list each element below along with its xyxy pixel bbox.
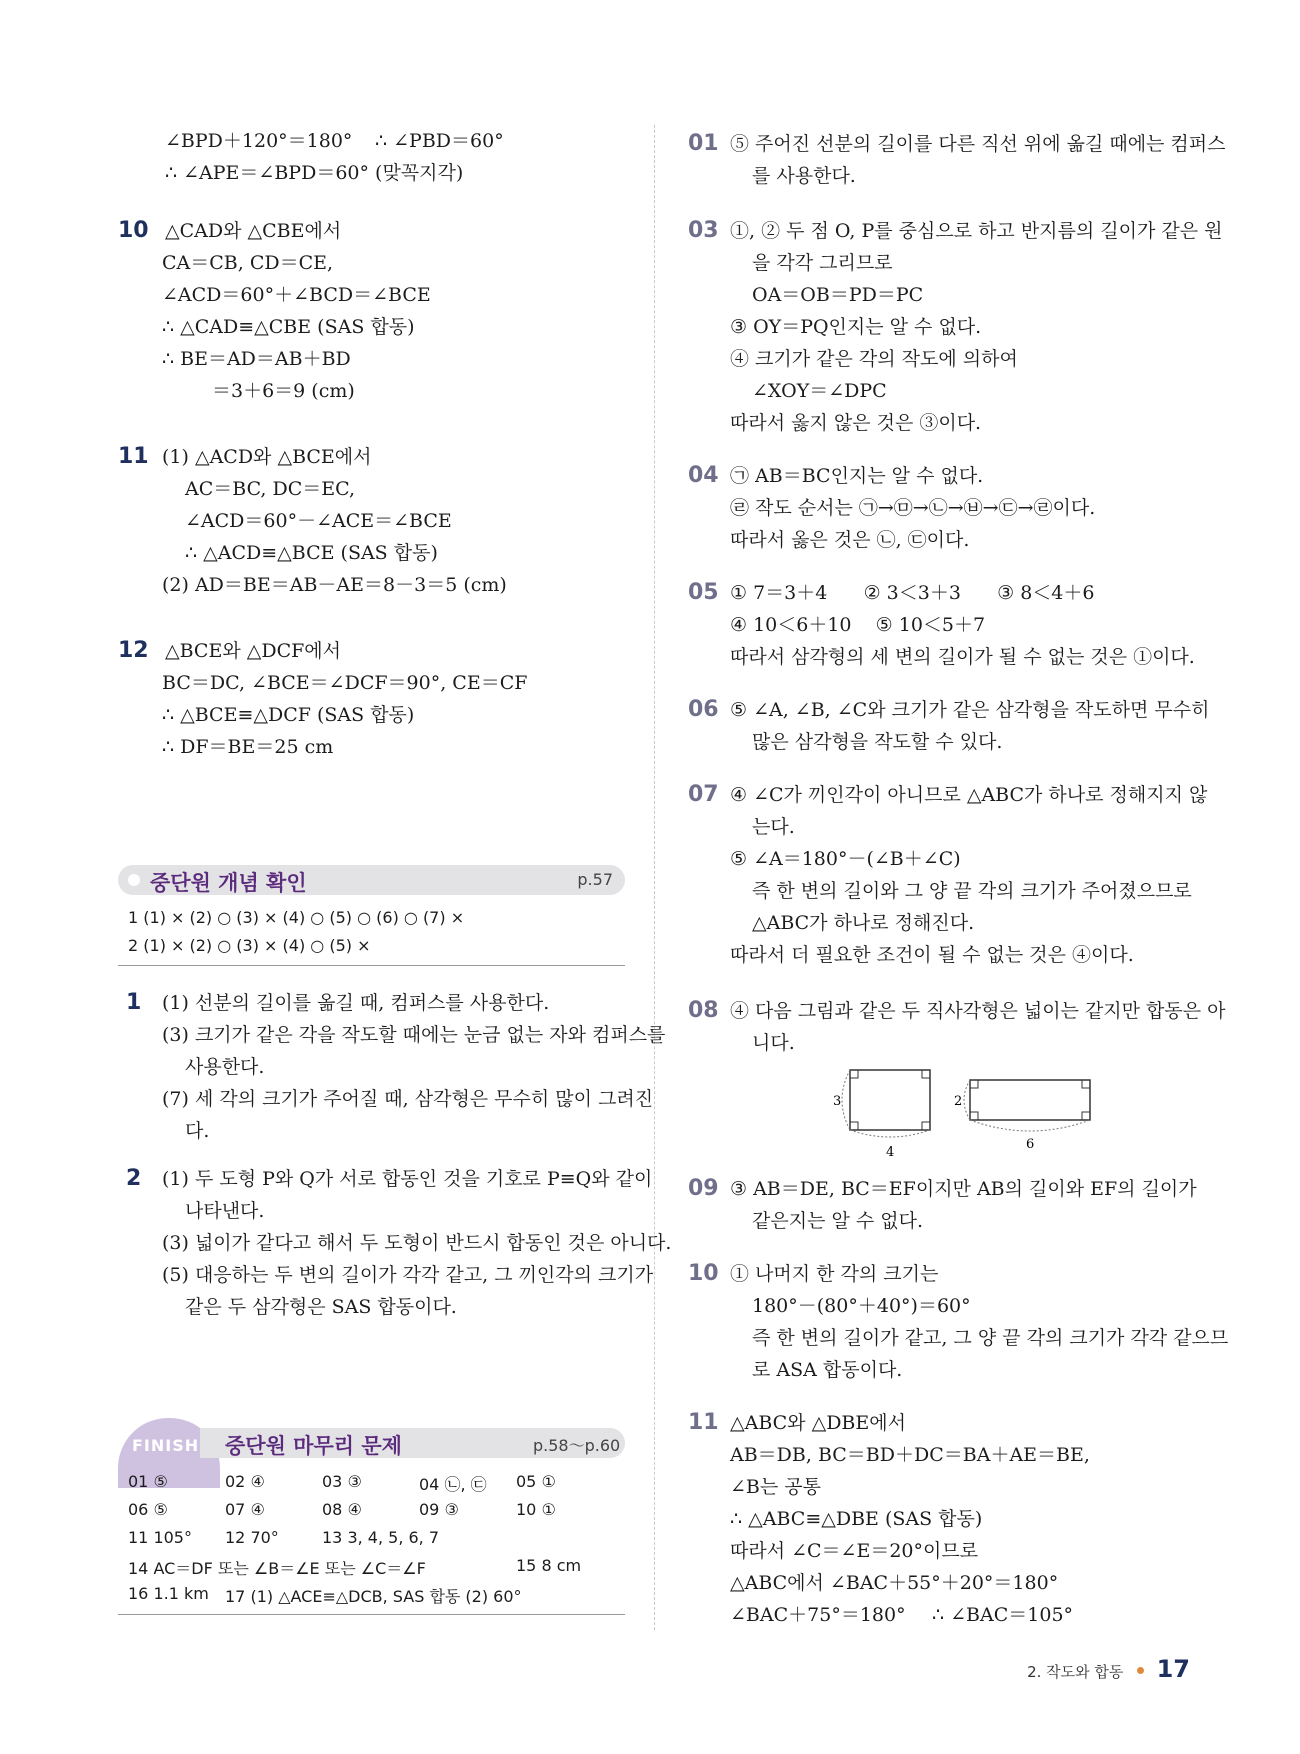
problem-number: 08 <box>688 998 719 1023</box>
solution-line: 는다. <box>752 816 795 838</box>
solution-line: (5) 대응하는 두 변의 길이가 각각 같고, 그 끼인각의 크기가 <box>162 1264 654 1286</box>
problem-number: 12 <box>118 638 149 663</box>
final-answer: 16 1.1 km <box>128 1584 209 1603</box>
top-line-1: ∠BPD＋120°＝180° <box>165 130 353 152</box>
solution-line: (1) △ACD와 △BCE에서 <box>162 446 372 468</box>
solution-line: OA＝OB＝PD＝PC <box>752 284 924 306</box>
problem-number: 03 <box>688 218 719 243</box>
solution-line: 같은지는 알 수 없다. <box>752 1210 923 1232</box>
concept-check-title: 중단원 개념 확인 <box>150 871 307 895</box>
final-answer: 03 ③ <box>322 1472 362 1491</box>
solution-line: 사용한다. <box>185 1056 265 1078</box>
solution-line: 같은 두 삼각형은 SAS 합동이다. <box>185 1296 457 1318</box>
solution-line: CA＝CB, CD＝CE, <box>162 252 334 274</box>
solution-line: ④ 10＜6＋10 ⑤ 10＜5＋7 <box>730 614 986 636</box>
problem-number: 04 <box>688 463 719 488</box>
page-footer <box>1027 1655 1190 1683</box>
solution-line: ∠B는 공통 <box>730 1476 821 1498</box>
solution-line: △ABC가 하나로 정해진다. <box>752 912 975 934</box>
solution-line: 니다. <box>752 1032 795 1054</box>
problem-number: 07 <box>688 782 719 807</box>
chapter-label: 2. 작도와 합동 <box>1027 1663 1124 1681</box>
dimension-arc <box>970 1120 1090 1131</box>
final-answer: 09 ③ <box>419 1500 459 1519</box>
solution-line: 다. <box>185 1120 210 1142</box>
solution-line: ④ ∠C가 끼인각이 아니므로 △ABC가 하나로 정해지지 않 <box>730 784 1208 806</box>
problem-number: 09 <box>688 1176 719 1201</box>
concept-answers-row: 2 (1) × (2) ○ (3) × (4) ○ (5) × <box>128 936 371 955</box>
solution-line: ④ 다음 그림과 같은 두 직사각형은 넓이는 같지만 합동은 아 <box>730 1000 1226 1022</box>
problem-number: 01 <box>688 131 719 156</box>
solution-line: (1) 선분의 길이를 옮길 때, 컴퍼스를 사용한다. <box>162 992 550 1014</box>
solution-line: 즉 한 변의 길이가 같고, 그 양 끝 각의 크기가 각각 같으므 <box>752 1327 1229 1349</box>
final-answer: 15 8 cm <box>516 1556 582 1575</box>
solution-line: 을 각각 그리므로 <box>752 252 893 274</box>
final-answer: 06 ⑤ <box>128 1500 168 1519</box>
solution-line: ∴ △CAD≡△CBE (SAS 합동) <box>162 316 415 338</box>
solution-line: 로 ASA 합동이다. <box>752 1359 903 1381</box>
right-angle-marks <box>850 1070 930 1130</box>
base-label: 4 <box>886 1145 895 1160</box>
finish-box-bottom <box>118 1614 625 1615</box>
final-answer: 14 AC＝DF 또는 ∠B＝∠E 또는 ∠C＝∠F <box>128 1559 426 1578</box>
solution-line: ⑤ ∠A, ∠B, ∠C와 크기가 같은 삼각형을 작도하면 무수히 <box>730 699 1210 721</box>
bullet-icon <box>128 874 140 886</box>
side-label: 2 <box>954 1094 963 1109</box>
solution-line: ③ OY＝PQ인지는 알 수 없다. <box>730 316 982 338</box>
solution-line: ∴ △ACD≡△BCE (SAS 합동) <box>185 542 438 564</box>
final-answer: 05 ① <box>516 1472 556 1491</box>
solution-line: (3) 넓이가 같다고 해서 두 도형이 반드시 합동인 것은 아니다. <box>162 1232 672 1254</box>
concept-check-header <box>118 865 625 895</box>
solution-line: 따라서 ∠C＝∠E＝20°이므로 <box>730 1540 979 1562</box>
problem-number: 05 <box>688 580 719 605</box>
concept-answers-row: 1 (1) × (2) ○ (3) × (4) ○ (5) ○ (6) ○ (7) × <box>128 908 465 927</box>
solution-line: 나타낸다. <box>185 1200 265 1222</box>
final-answer: 13 3, 4, 5, 6, 7 <box>322 1528 440 1547</box>
solution-line: 즉 한 변의 길이와 그 양 끝 각의 크기가 주어졌으므로 <box>752 880 1192 902</box>
solution-line: △ABC에서 ∠BAC＋55°＋20°＝180° <box>730 1572 1059 1594</box>
final-answer: 12 70° <box>225 1528 279 1547</box>
solution-line: 따라서 옳지 않은 것은 ③이다. <box>730 412 982 434</box>
solution-line: ① 7＝3＋4 ② 3＜3＋3 ③ 8＜4＋6 <box>730 582 1095 604</box>
solution-line: 180°－(80°＋40°)＝60° <box>752 1295 971 1317</box>
rectangle-b <box>970 1080 1090 1120</box>
solution-line: ∴ △ABC≡△DBE (SAS 합동) <box>730 1508 983 1530</box>
solution-line: 를 사용한다. <box>752 165 856 187</box>
dot-icon <box>1137 1667 1144 1674</box>
right-angle-marks <box>970 1080 1090 1120</box>
solution-line: (7) 세 각의 크기가 주어질 때, 삼각형은 무수히 많이 그려진 <box>162 1088 654 1110</box>
solution-line: ④ 크기가 같은 각의 작도에 의하여 <box>730 348 1018 370</box>
rectangle-a <box>850 1070 930 1130</box>
solution-line: ① 나머지 한 각의 크기는 <box>730 1263 939 1285</box>
problem-number: 06 <box>688 697 719 722</box>
solution-line: 따라서 더 필요한 조건이 될 수 없는 것은 ④이다. <box>730 944 1134 966</box>
solution-line: ∴ △BCE≡△DCF (SAS 합동) <box>162 704 415 726</box>
solution-line: ∠ACD＝60°＋∠BCD＝∠BCE <box>162 284 431 306</box>
problem-number: 1 <box>126 990 142 1015</box>
solution-line: ㉠ AB＝BC인지는 알 수 없다. <box>730 465 984 487</box>
problem-number: 2 <box>126 1166 142 1191</box>
final-answer: 04 ㉡, ㉢ <box>419 1475 487 1494</box>
final-answer: 11 105° <box>128 1528 192 1547</box>
concept-check-page: p.57 <box>577 870 613 889</box>
final-answer: 07 ④ <box>225 1500 265 1519</box>
solution-line: △BCE와 △DCF에서 <box>165 640 342 662</box>
base-label: 6 <box>1026 1137 1035 1152</box>
finish-title: 중단원 마무리 문제 <box>225 1434 402 1458</box>
solution-line: ⑤ ∠A＝180°－(∠B＋∠C) <box>730 848 961 870</box>
rectangles-figure <box>820 1060 1100 1170</box>
solution-line: (1) 두 도형 P와 Q가 서로 합동인 것을 기호로 P≡Q와 같이 <box>162 1168 653 1190</box>
solution-line: ∠BAC＋75°＝180° <box>730 1604 906 1626</box>
solution-line: ＝3＋6＝9 (cm) <box>212 380 355 402</box>
solution-line: ∴ BE＝AD＝AB＋BD <box>162 348 351 370</box>
solution-line: ⑤ 주어진 선분의 길이를 다른 직선 위에 옮길 때에는 컴퍼스 <box>730 133 1226 155</box>
solution-line: ∠ACD＝60°－∠ACE＝∠BCE <box>185 510 452 532</box>
final-answer: 01 ⑤ <box>128 1472 168 1491</box>
solution-line: BC＝DC, ∠BCE＝∠DCF＝90°, CE＝CF <box>162 672 528 694</box>
solution-line: 따라서 옳은 것은 ㉡, ㉢이다. <box>730 529 970 551</box>
dimension-arc <box>842 1070 850 1130</box>
final-answer: 10 ① <box>516 1500 556 1519</box>
problem-number: 11 <box>118 444 149 469</box>
solution-line: ①, ② 두 점 O, P를 중심으로 하고 반지름의 길이가 같은 원 <box>730 220 1223 242</box>
solution-line: AB＝DB, BC＝BD＋DC＝BA＋AE＝BE, <box>730 1444 1090 1466</box>
solution-line: △CAD와 △CBE에서 <box>165 220 342 242</box>
solution-line: 따라서 삼각형의 세 변의 길이가 될 수 없는 것은 ①이다. <box>730 646 1195 668</box>
side-label: 3 <box>833 1094 842 1109</box>
final-answer: 08 ④ <box>322 1500 362 1519</box>
dimension-arc <box>964 1080 970 1120</box>
column-divider <box>654 125 655 1630</box>
finish-badge-label: FINISH <box>132 1436 200 1455</box>
problem-number: 10 <box>688 1261 719 1286</box>
top-line-2: ∴ ∠APE＝∠BPD＝60° (맞꼭지각) <box>165 162 464 184</box>
solution-line: (2) AD＝BE＝AB－AE＝8－3＝5 (cm) <box>162 574 507 596</box>
final-answer: 02 ④ <box>225 1472 265 1491</box>
problem-number: 10 <box>118 218 149 243</box>
solution-line: △ABC와 △DBE에서 <box>730 1412 906 1434</box>
finish-page: p.58～p.60 <box>533 1436 621 1455</box>
solution-line: AC＝BC, DC＝EC, <box>185 478 356 500</box>
solution-line: 많은 삼각형을 작도할 수 있다. <box>752 731 1003 753</box>
problem-number: 11 <box>688 1410 719 1435</box>
concept-box-bottom <box>118 965 625 966</box>
solution-line: ∴ ∠BAC＝105° <box>932 1604 1074 1626</box>
solution-line: (3) 크기가 같은 각을 작도할 때에는 눈금 없는 자와 컴퍼스를 <box>162 1024 666 1046</box>
solution-line: ㉣ 작도 순서는 ㉠→㉤→㉡→㉥→㉢→㉣이다. <box>730 497 1096 519</box>
page-number: 17 <box>1156 1655 1190 1683</box>
top-line-1b: ∴ ∠PBD＝60° <box>375 130 504 152</box>
final-answer: 17 (1) △ACE≡△DCB, SAS 합동 (2) 60° <box>225 1587 522 1606</box>
solution-line: ③ AB＝DE, BC＝EF이지만 AB의 길이와 EF의 길이가 <box>730 1178 1197 1200</box>
solution-line: ∴ DF＝BE＝25 cm <box>162 736 334 758</box>
solution-line: ∠XOY＝∠DPC <box>752 380 887 402</box>
dimension-arc <box>850 1130 930 1137</box>
